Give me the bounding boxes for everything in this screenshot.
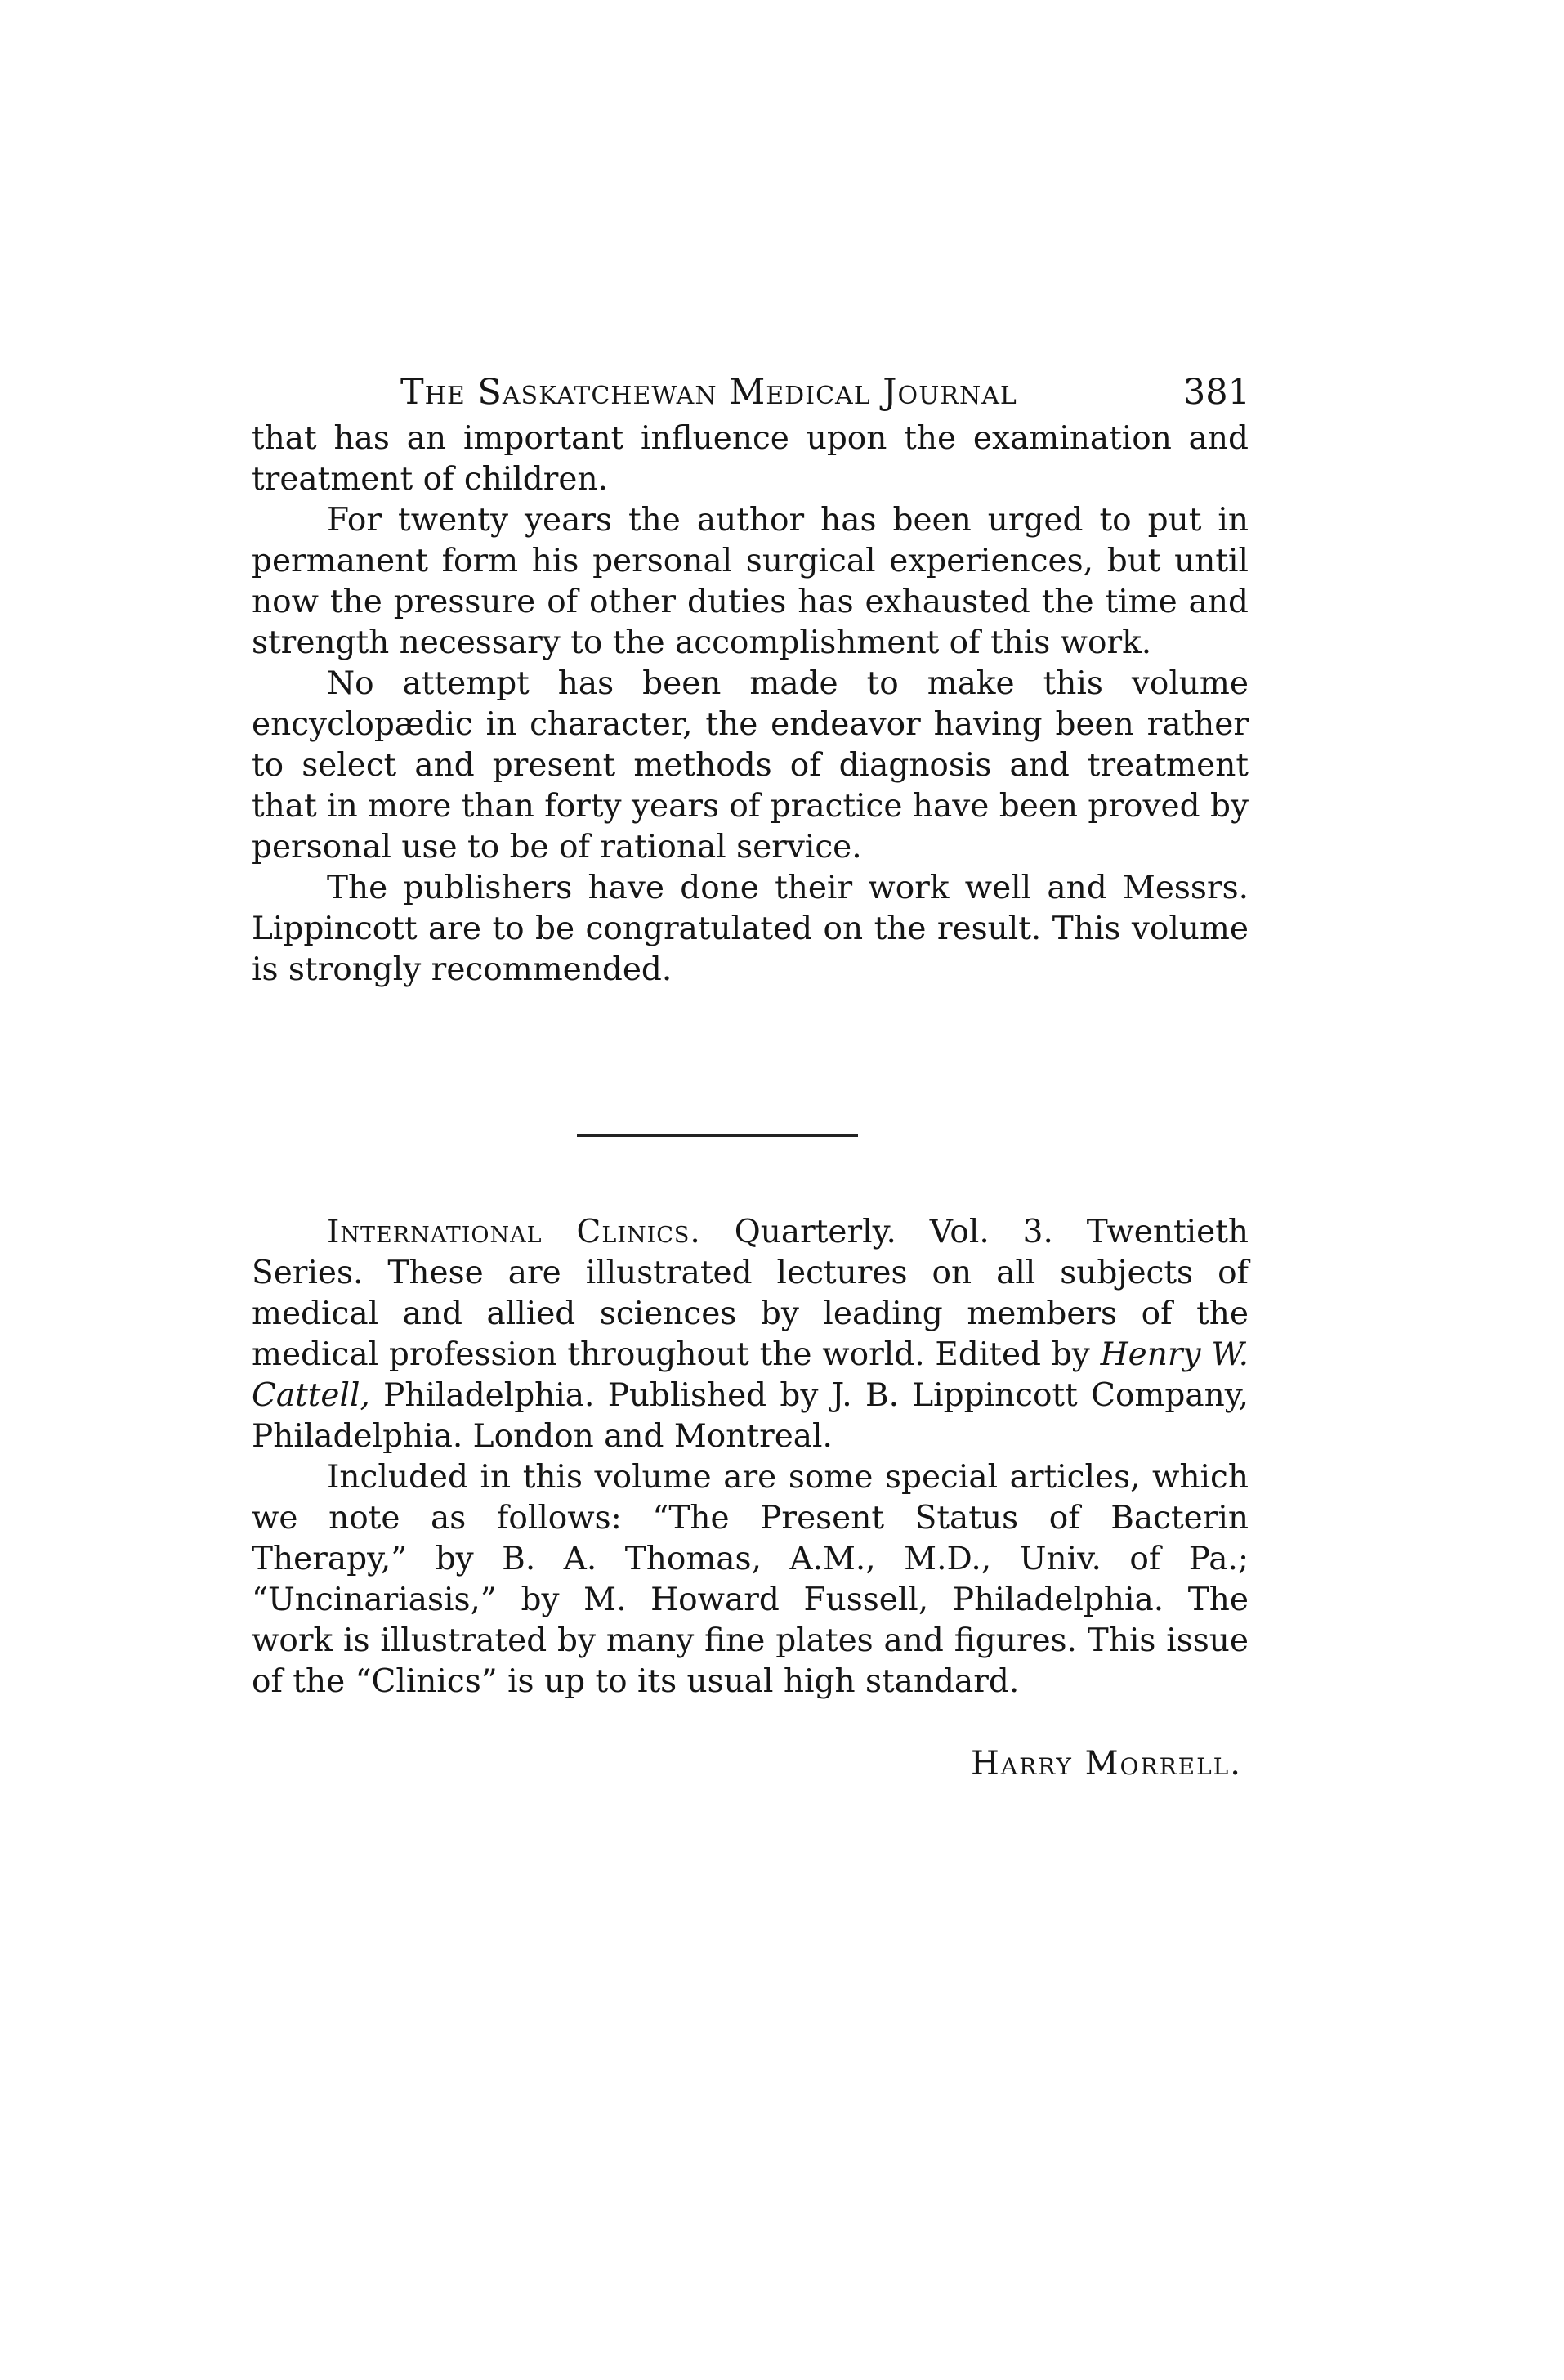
review-international-clinics bbox=[252, 1212, 1249, 1702]
paragraph: that has an important influence upon the examination and treatment of children. bbox=[252, 420, 1249, 498]
review-intro-text: Quarterly. Vol. 3. Twentieth Series. These are illustrated lectures on all subjects of medical and allied sciences by leading members of the medical profession throughout the world. Edited by bbox=[252, 1214, 1249, 1373]
editor-name: Henry W. Cattell, bbox=[252, 1336, 1249, 1414]
section-divider bbox=[577, 1134, 858, 1137]
paragraph: Included in this volume are some special articles, which we note as follows: “The Present Status of Bacterin Therapy,” by B. A. Thomas, A.M., M.D., Univ. of Pa.; “Uncinariasis,” by M. Howard Fussell, Philadelphia. The work is illustrated by many fine plates and figures. This issue of the “Clinics” is up to its usual high standard. bbox=[252, 1459, 1249, 1700]
paragraph: No attempt has been made to make this volume encyclopædic in character, the endeavor having been rather to select and present methods of diagnosis and treatment that in more than forty years of practice have been proved by personal use to be of rational service. bbox=[252, 665, 1249, 866]
reviewer-signature: Harry Morrell. bbox=[970, 1745, 1242, 1783]
paragraph: The publishers have done their work well and Messrs. Lippincott are to be congratulated on the result. This volume is strongly recommended. bbox=[252, 870, 1249, 988]
review-intro-text: Philadelphia. Published by J. B. Lippincott Company, Philadelphia. London and Montreal. bbox=[252, 1377, 1249, 1455]
review-intro bbox=[252, 1212, 1249, 1457]
paragraph: For twenty years the author has been urged to put in permanent form his personal surgical experiences, but until now the pressure of other duties has exhausted the time and strength necessary to the accomplishment of this work. bbox=[252, 502, 1249, 661]
review-title: International Clinics. bbox=[327, 1214, 701, 1250]
running-head: The Saskatchewan Medical Journal bbox=[400, 372, 1017, 413]
page-number: 381 bbox=[1182, 372, 1250, 413]
review-continued bbox=[252, 418, 1249, 991]
